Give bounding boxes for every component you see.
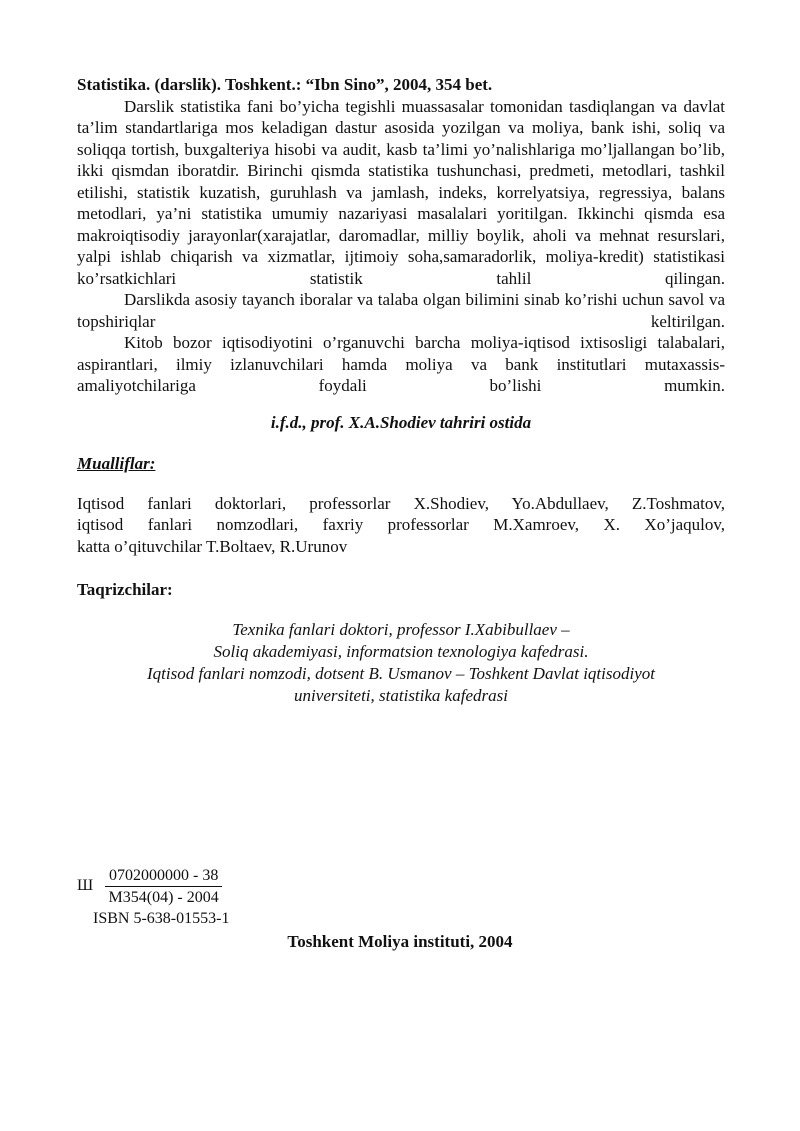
- authors-line: Iqtisod fanlari doktorlari, professorlar X.Shodiev, Yo.Abdullaev, Z.Toshmatov,: [77, 493, 725, 513]
- publisher-line: Toshkent Moliya instituti, 2004: [287, 932, 513, 951]
- document-page: [77, 74, 725, 707]
- classification-denominator: M354(04) - 2004: [108, 889, 219, 906]
- authors-heading: Mualliflar:: [77, 454, 156, 473]
- classification-numerator: 0702000000 - 38: [105, 866, 222, 887]
- description-paragraph-1: Darslik statistika fani bo’yicha tegishli muassasalar tomonidan tasdiqlangan va davlat ta’lim standartlariga mos keladigan dastur asosida yozilgan va moliya, bank ishi, soliq va soliqqa tortish, buxgalteriya hisobi va audit, kasb ta’limi yo’nalishlariga mo’ljallangan bo’lib, ikki qismdan iboratdir. Birinchi qismda statistika tushunchasi, predmeti, metodlari, tashkil etilishi, statistik kuzatish, guruhlash va jamlash, indeks, korrelyatsiya, regressiya, balans metodlari, ya’ni statistika umumiy nazariyasi masalalari yoritilgan. Ikkinchi qismda esa makroiqtisodiy jarayonlar(xarajatlar, daromadlar, milliy boylik, aholi va mehnat resurslari, yalpi ishlab chiqarish va xizmatlar, ijtimoiy soha,samaradorlik, moliya-kredit) statistikasi ko’rsatkichlari statistik tahlil qilingan.: [77, 96, 725, 288]
- reviewer-line: Texnika fanlari doktori, professor I.Xabibullaev –: [232, 619, 570, 639]
- classification-fraction: [105, 866, 222, 909]
- reviewer-line: Soliq akademiyasi, informatsion texnologiya kafedrasi.: [213, 641, 589, 661]
- authors-block: [77, 493, 725, 558]
- bibliographic-reference: Statistika. (darslik). Toshkent.: “Ibn Sino”, 2004, 354 bet.: [77, 75, 493, 94]
- editor-line: i.f.d., prof. X.A.Shodiev tahriri ostida: [270, 412, 532, 432]
- reviewer-line: Iqtisod fanlari nomzodi, dotsent B. Usmanov – Toshkent Davlat iqtisodiyot: [147, 663, 655, 683]
- authors-line: katta o’qituvchilar T.Boltaev, R.Urunov: [77, 536, 348, 556]
- reviewers-block: [77, 619, 725, 707]
- reviewers-heading: Taqrizchilar:: [77, 580, 173, 599]
- description-paragraph-2: Darslikda asosiy tayanch iboralar va talaba olgan bilimini sinab ko’rishi uchun savol va topshiriqlar keltirilgan.: [77, 290, 725, 331]
- authors-line: iqtisod fanlari nomzodlari, faxriy professorlar M.Xamroev, X. Xo’jaqulov,: [77, 515, 725, 534]
- isbn: ISBN 5-638-01553-1: [93, 910, 230, 927]
- classification-symbol: Ш: [77, 877, 94, 894]
- reviewer-line: universiteti, statistika kafedrasi: [294, 685, 508, 705]
- description-paragraph-3: Kitob bozor iqtisodiyotini o’rganuvchi barcha moliya-iqtisod ixtisosligi talabalari, aspirantlari, ilmiy izlanuvchilari hamda moliya va bank institutlari mutaxassis-amaliyotchilariga foydali bo’lishi mumkin.: [77, 333, 725, 395]
